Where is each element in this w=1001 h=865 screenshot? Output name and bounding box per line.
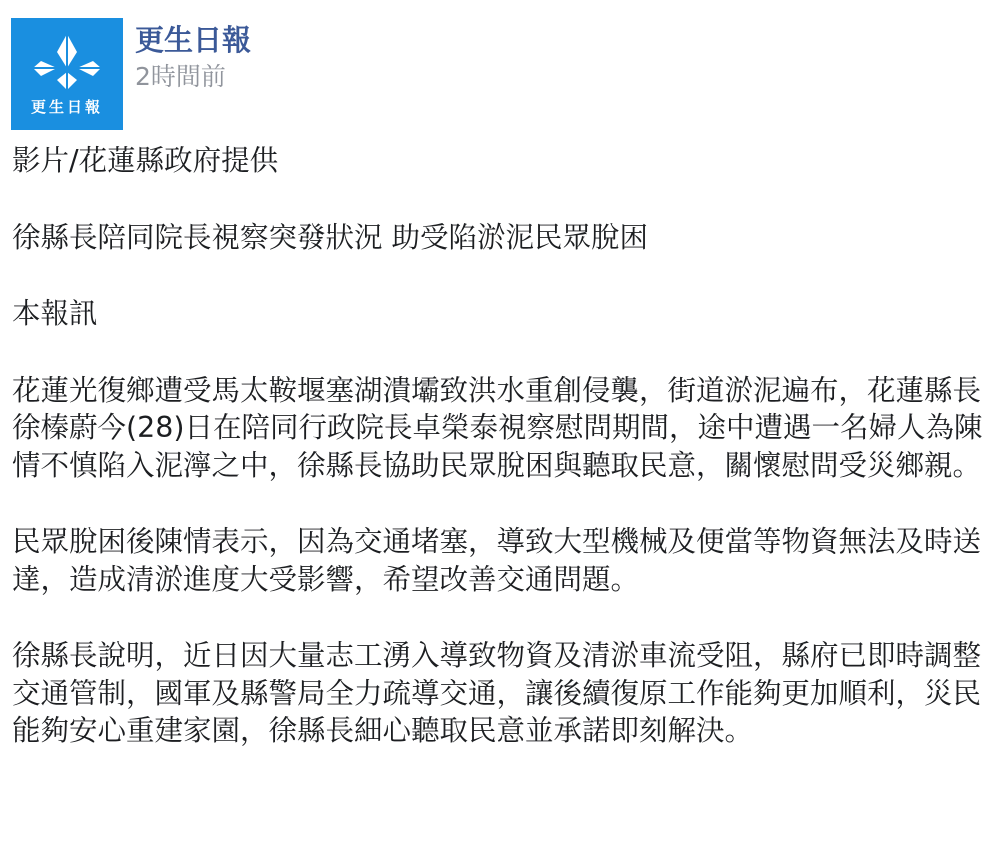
post-header xyxy=(11,18,251,130)
paragraph-headline: 徐縣長陪同院長視察突發狀況 助受陷淤泥民眾脫困 xyxy=(12,220,649,254)
post-meta xyxy=(135,18,251,94)
paragraph-source: 影片/花蓮縣政府提供 xyxy=(12,144,279,177)
page-avatar[interactable] xyxy=(11,18,123,130)
post-body xyxy=(12,142,992,789)
paragraph-byline: 本報訊 xyxy=(12,297,98,330)
page-name-link[interactable]: 更生日報 xyxy=(135,23,252,57)
paragraph-body-2: 民眾脫困後陳情表示，因為交通堵塞，導致大型機械及便當等物資無法及時送達，造成清淤進度大受影響，希望改善交通問題。 xyxy=(12,525,982,596)
post-timestamp[interactable]: 2時間前 xyxy=(135,62,226,91)
paragraph-body-3: 徐縣長說明，近日因大量志工湧入導致物資及清淤車流受阻，縣府已即時調整交通管制，國軍及縣警局全力疏導交通，讓後續復原工作能夠更加順利，災民能夠安心重建家園，徐縣長細心聽取民意並承諾即刻解決。 xyxy=(12,639,982,747)
avatar-logo-text: 更生日報 xyxy=(30,98,103,116)
paragraph-body-1: 花蓮光復鄉遭受馬太鞍堰塞湖潰壩致洪水重創侵襲，街道淤泥遍布，花蓮縣長徐榛蔚今(28)日在陪同行政院長卓榮泰視察慰問期間，途中遭遇一名婦人為陳情不慎陷入泥濘之中，徐縣長協助民眾脫困與聽取民意，關懷慰問受災鄉親。 xyxy=(12,373,983,482)
